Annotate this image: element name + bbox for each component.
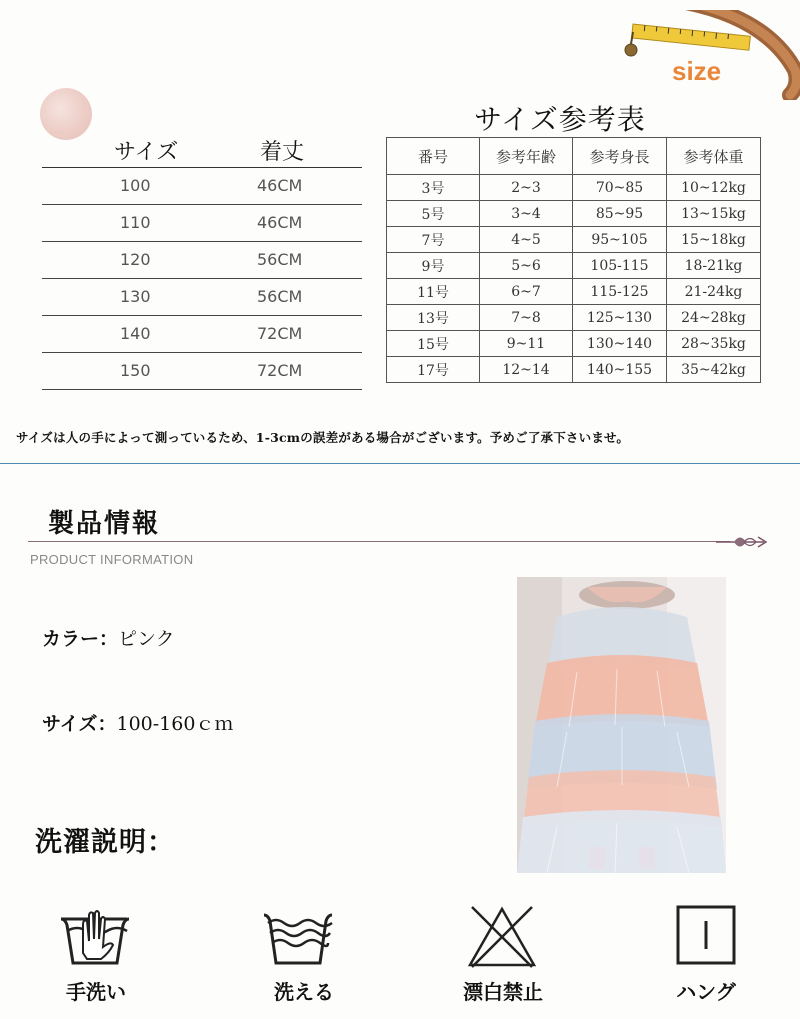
table-row [42, 205, 362, 242]
weight-cell: 35~42kg [667, 357, 761, 383]
product-info-title: 製品情報 [48, 509, 161, 539]
color-value: ピンク [118, 628, 175, 650]
hang-dry-icon [676, 905, 736, 965]
size-cell: 150 [120, 361, 151, 380]
table-row [387, 175, 761, 201]
size-cell: 110 [120, 213, 151, 232]
weight-cell: 10~12kg [667, 175, 761, 201]
age-cell: 3~4 [480, 201, 573, 227]
size-value: 100-160ｃｍ [116, 713, 234, 735]
header-age: 参考年齢 [480, 138, 573, 175]
table-row [42, 279, 362, 316]
washable-icon [260, 905, 336, 967]
age-cell: 2~3 [480, 175, 573, 201]
length-cell: 72CM [257, 324, 303, 343]
number-cell: 17号 [387, 357, 480, 383]
weight-cell: 15~18kg [667, 227, 761, 253]
height-cell: 95~105 [573, 227, 667, 253]
height-cell: 115-125 [573, 279, 667, 305]
reference-header-row [387, 138, 761, 175]
size-label: サイズ： [42, 713, 117, 735]
length-cell: 46CM [257, 213, 303, 232]
washable-label: 洗える [274, 980, 334, 1004]
weight-cell: 18-21kg [667, 253, 761, 279]
table-row [387, 253, 761, 279]
color-spec [42, 624, 175, 651]
header-weight: 参考体重 [667, 138, 761, 175]
ornament-icon [714, 531, 770, 553]
length-size-table [42, 133, 362, 390]
table-row [42, 353, 362, 390]
size-logo-text: size [672, 56, 722, 86]
table-row [42, 242, 362, 279]
number-cell: 11号 [387, 279, 480, 305]
measurement-note: サイズは人の手によって測っているため、1-3cmの誤差がある場合がございます。予めご了承下さいませ。 [16, 430, 630, 445]
product-info-subtitle: PRODUCT INFORMATION [30, 552, 194, 567]
hand-wash-label: 手洗い [66, 980, 126, 1004]
table-row [387, 331, 761, 357]
length-cell: 56CM [257, 250, 303, 269]
age-cell: 7~8 [480, 305, 573, 331]
title-underline [28, 541, 730, 542]
height-cell: 70~85 [573, 175, 667, 201]
section-divider [0, 463, 800, 464]
number-cell: 9号 [387, 253, 480, 279]
no-bleach-label: 漂白禁止 [463, 980, 543, 1004]
hand-wash-icon [57, 905, 133, 967]
weight-cell: 24~28kg [667, 305, 761, 331]
product-photo [517, 577, 726, 873]
age-cell: 6~7 [480, 279, 573, 305]
size-cell: 100 [120, 176, 151, 195]
table-row [387, 279, 761, 305]
size-cell: 120 [120, 250, 151, 269]
weight-cell: 28~35kg [667, 331, 761, 357]
reference-table-title: サイズ参考表 [474, 103, 646, 136]
age-cell: 4~5 [480, 227, 573, 253]
wash-instructions-title: 洗濯説明： [35, 827, 175, 858]
header-length: 着丈 [260, 140, 305, 165]
table-row [42, 168, 362, 205]
header-size: サイズ [114, 140, 179, 165]
table-row [387, 357, 761, 383]
length-table-header [42, 133, 362, 168]
height-cell: 130~140 [573, 331, 667, 357]
length-cell: 72CM [257, 361, 303, 380]
table-row [387, 305, 761, 331]
header-height: 参考身長 [573, 138, 667, 175]
height-cell: 85~95 [573, 201, 667, 227]
table-row [387, 227, 761, 253]
height-cell: 105-115 [573, 253, 667, 279]
header-number: 番号 [387, 138, 480, 175]
number-cell: 5号 [387, 201, 480, 227]
number-cell: 13号 [387, 305, 480, 331]
size-reference-table [386, 137, 761, 383]
number-cell: 7号 [387, 227, 480, 253]
weight-cell: 13~15kg [667, 201, 761, 227]
height-cell: 140~155 [573, 357, 667, 383]
number-cell: 3号 [387, 175, 480, 201]
color-label: カラー： [42, 628, 119, 650]
table-row [42, 316, 362, 353]
age-cell: 9~11 [480, 331, 573, 357]
length-cell: 56CM [257, 287, 303, 306]
no-bleach-icon [466, 905, 538, 969]
hang-dry-label: ハング [676, 980, 736, 1004]
table-row [387, 201, 761, 227]
age-cell: 5~6 [480, 253, 573, 279]
weight-cell: 21-24kg [667, 279, 761, 305]
size-cell: 130 [120, 287, 151, 306]
height-cell: 125~130 [573, 305, 667, 331]
age-cell: 12~14 [480, 357, 573, 383]
length-cell: 46CM [257, 176, 303, 195]
size-spec [42, 709, 233, 736]
size-cell: 140 [120, 324, 151, 343]
number-cell: 15号 [387, 331, 480, 357]
